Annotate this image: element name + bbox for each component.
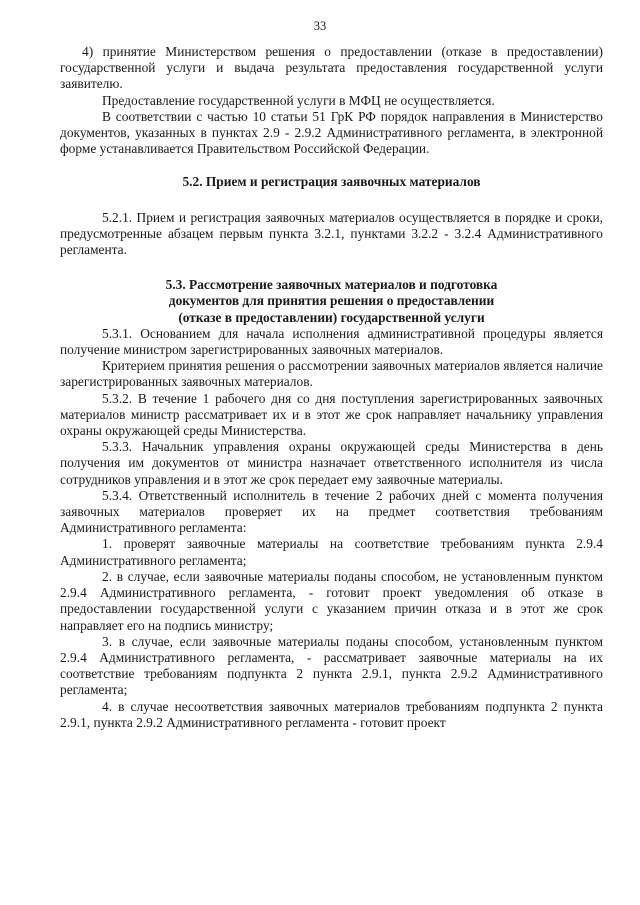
paragraph-5-3-2: 5.3.2. В течение 1 рабочего дня со дня поступления зарегистрированных заявочных материалов министр рассматривает их и в этот же срок направляет начальнику управления охраны окружающей среды Министерства.	[60, 390, 603, 439]
paragraph-criterion: Критерием принятия решения о рассмотрении заявочных материалов является наличие зарегистрированных заявочных материалов.	[60, 358, 603, 390]
paragraph-5-3-1: 5.3.1. Основанием для начала исполнения административной процедуры является получение министром зарегистрированных заявочных материалов.	[60, 325, 603, 358]
section-5-2-heading: 5.2. Прием и регистрация заявочных материалов	[182, 174, 481, 190]
intro-electronic-paragraph: В соответствии с частью 10 статьи 51 ГрК РФ порядок направления в Министерство документов, указанных в пунктах 2.9 - 2.9.2 Административного регламента, в электронной форме устанавливается Правительством Российской Федерации.	[60, 108, 603, 157]
spacer	[60, 191, 603, 210]
list-item-2: 2. в случае, если заявочные материалы поданы способом, не установленным пунктом 2.9.4 Административного регламента, - готовит проект уведомления об отказе в предоставлении государственной услуги с указанием причин отказа и в этот же срок направляет его на подпись министру;	[60, 568, 603, 633]
list-item-4: 4. в случае несоответствия заявочных материалов требованиям подпункта 2 пункта 2.9.1, пункта 2.9.2 Административного регламента - готовит проект	[60, 698, 603, 730]
list-item-1: 1. проверят заявочные материалы на соответствие требованиям пункта 2.9.4 Административного регламента;	[60, 536, 603, 568]
section-5-3-heading-line-1: 5.3. Рассмотрение заявочных материалов и подготовка	[165, 277, 498, 293]
spacer	[60, 157, 603, 174]
paragraph-5-3-4: 5.3.4. Ответственный исполнитель в течение 2 рабочих дней с момента получения заявочных материалов проверяет их на предмет соответствия требованиям Административного регламента:	[60, 487, 603, 536]
paragraph-5-2-1: 5.2.1. Прием и регистрация заявочных материалов осуществляется в порядке и сроки, предусмотренные абзацем первым пункта 3.2.1, пунктами 3.2.2 - 3.2.4 Административного регламента.	[60, 209, 603, 258]
section-5-3-heading-line-3: (отказе в предоставлении) государственной услуги	[178, 309, 485, 325]
list-item-3: 3. в случае, если заявочные материалы поданы способом, установленным пунктом 2.9.4 Административного регламента, - рассматривает заявочные материалы на их соответствие требованиям подпункта 2 пункта 2.9.1, пункта 2.9.2 Административного регламента;	[60, 633, 603, 698]
intro-mfc-paragraph: Предоставление государственной услуги в МФЦ не осуществляется.	[102, 92, 495, 108]
page-number: 33	[313, 19, 327, 33]
paragraph-5-3-3: 5.3.3. Начальник управления охраны окружающей среды Министерства в день получения им документов от министра назначает ответственного исполнителя из числа сотрудников управления и в этот же срок передает ему заявочные материалы.	[60, 439, 603, 487]
intro-item-4: 4) принятие Министерством решения о предоставлении (отказе в предоставлении) государственной услуги и выдача результата предоставления государственной услуги заявителю.	[60, 44, 603, 92]
spacer	[60, 258, 603, 277]
page-body	[60, 44, 603, 731]
section-5-3-heading-line-2: документов для принятия решения о предоставлении	[168, 293, 495, 309]
